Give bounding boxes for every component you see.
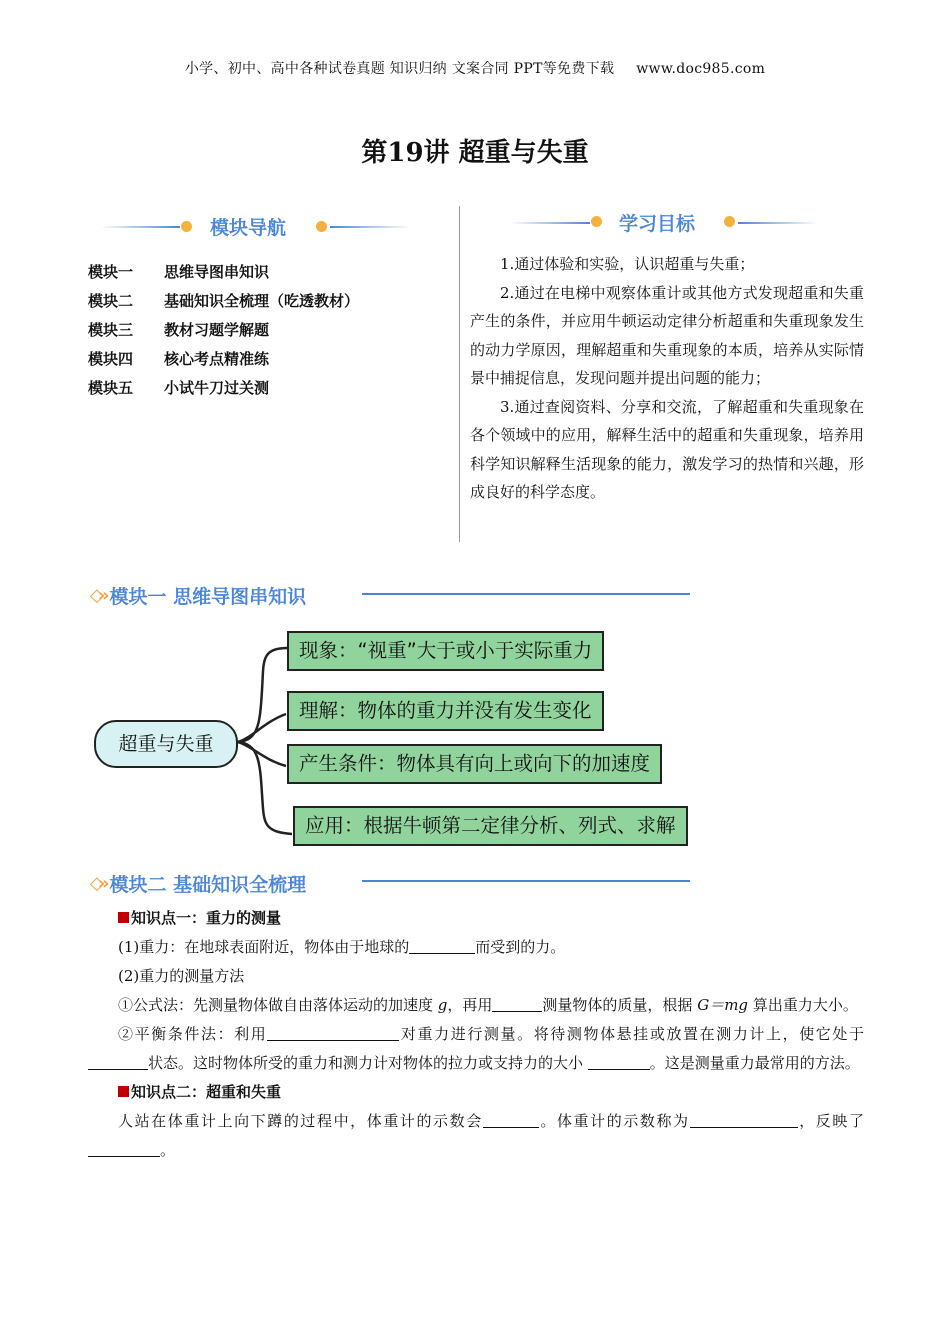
knowledge-point-2: 知识点二：超重和失重	[88, 1078, 864, 1107]
module1-heading-rule	[362, 593, 690, 595]
goals-heading-line-right	[738, 222, 818, 224]
page-title: 第19讲 超重与失重	[361, 138, 589, 168]
nav-heading-dot-left	[181, 221, 192, 232]
goals-heading-line-left	[510, 222, 590, 224]
fill-blank[interactable]	[409, 937, 475, 954]
module2-heading: ◇» 模块二 基础知识全梳理	[90, 873, 307, 896]
paragraph: ①公式法：先测量物体做自由落体运动的加速度 g，再用 测量物体的质量，根据 G＝mg 算出重力大小。	[118, 996, 858, 1014]
column-divider	[459, 206, 460, 542]
fill-blank[interactable]	[267, 1024, 399, 1041]
fill-blank[interactable]	[483, 1111, 539, 1128]
goal-item: 3.通过查阅资料、分享和交流，了解超重和失重现象在各个领域中的应用，解释生活中的超重和失重现象，培养用科学知识解释生活现象的能力，激发学习的热情和兴趣，形成良好的科学态度。	[470, 397, 864, 501]
fill-blank[interactable]	[492, 995, 542, 1012]
nav-heading: 模块导航	[210, 217, 287, 239]
knowledge-point-1: 知识点一：重力的测量	[88, 904, 864, 933]
paragraph: 人站在体重计上向下蹲的过程中，体重计的示数会 。体重计的示数称为 ，反映了。	[88, 1107, 864, 1165]
goals-heading-dot-right	[724, 216, 735, 227]
module2-body	[88, 904, 864, 1165]
fill-blank[interactable]	[690, 1111, 798, 1128]
fill-blank[interactable]	[88, 1053, 148, 1070]
fill-blank[interactable]	[588, 1053, 650, 1070]
module1-heading: ◇» 模块一 思维导图串知识	[90, 585, 307, 608]
goal-item: 1.通过体验和实验，认识超重与失重；	[500, 255, 755, 273]
mindmap-branch-application: 应用：根据牛顿第二定律分析、列式、求解	[293, 806, 688, 846]
header-url[interactable]: www.doc985.com	[636, 61, 766, 77]
goal-item: 2.通过在电梯中观察体重计或其他方式发现超重和失重产生的条件，并应用牛顿运动定律分析超重和失重现象发生的动力学原因，理解超重和失重现象的本质，培养从实际情景中捕捉信息，发现问题并提出问题的能力；	[470, 283, 864, 387]
paragraph: (1)重力：在地球表面附近，物体由于地球的 而受到的力。	[118, 938, 566, 956]
paragraph: ②平衡条件法：利用 对重力进行测量。将待测物体悬挂或放置在测力计上，使它处于状态。这时物体所受的重力和测力计对物体的拉力或支持力的大小 。这是测量重力最常用的方法。	[88, 1020, 864, 1078]
mindmap-center-node: 超重与失重	[94, 720, 238, 768]
nav-item[interactable]: 模块二 基础知识全梳理（吃透教材）	[88, 292, 360, 310]
nav-item[interactable]: 模块五 小试牛刀过关测	[88, 379, 270, 397]
double-chevron-icon: ◇»	[90, 873, 104, 894]
nav-heading-line-left	[100, 226, 180, 228]
fill-blank[interactable]	[88, 1140, 160, 1157]
goals-heading-dot-left	[591, 216, 602, 227]
mindmap-branch-condition: 产生条件：物体具有向上或向下的加速度	[287, 744, 662, 784]
module-nav-list	[88, 258, 359, 403]
mindmap-branch-understanding: 理解：物体的重力并没有发生变化	[287, 691, 604, 731]
goals-heading: 学习目标	[619, 213, 696, 235]
mindmap-branch-phenomenon: 现象：“视重”大于或小于实际重力	[287, 631, 604, 671]
page-header	[0, 58, 950, 78]
nav-heading-dot-right	[316, 221, 327, 232]
nav-item[interactable]: 模块三 教材习题学解题	[88, 321, 270, 339]
module2-heading-rule	[362, 880, 690, 882]
learning-goals	[470, 250, 864, 507]
red-square-icon	[118, 1086, 129, 1097]
red-square-icon	[118, 912, 129, 923]
nav-heading-line-right	[330, 226, 410, 228]
nav-item[interactable]: 模块四 核心考点精准练	[88, 350, 270, 368]
nav-item[interactable]: 模块一 思维导图串知识	[88, 263, 270, 281]
paragraph: (2)重力的测量方法	[118, 967, 245, 985]
header-text: 小学、初中、高中各种试卷真题 知识归纳 文案合同 PPT等免费下载	[184, 61, 615, 77]
double-chevron-icon: ◇»	[90, 585, 104, 606]
